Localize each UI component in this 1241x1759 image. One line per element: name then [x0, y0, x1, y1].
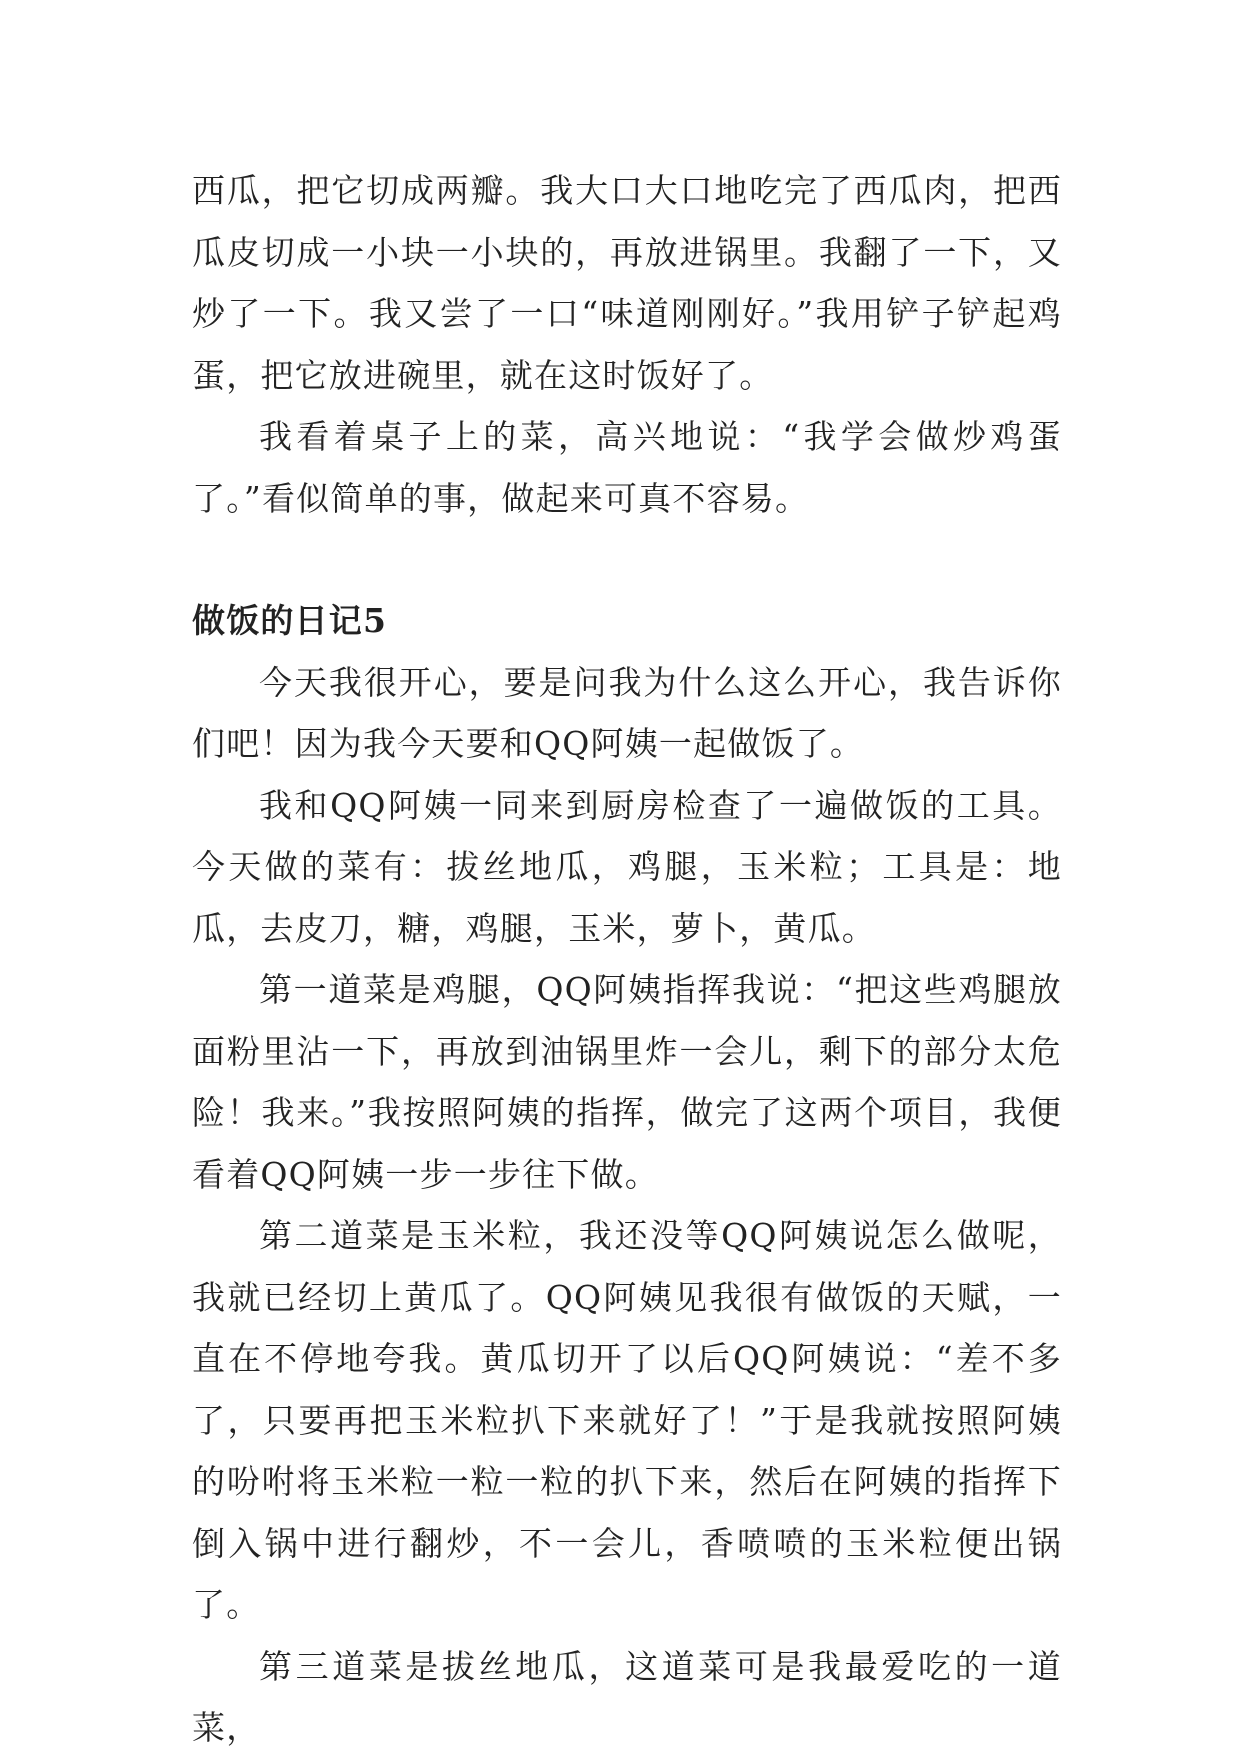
paragraph-continuation: 西瓜，把它切成两瓣。我大口大口地吃完了西瓜肉，把西瓜皮切成一小块一小块的，再放进锅里。我翻了一下，又炒了一下。我又尝了一口“味道刚刚好。”我用铲子铲起鸡蛋，把它放进碗里，就在这时饭好了。	[192, 171, 1062, 395]
paragraph-conclusion: 我看着桌子上的菜，高兴地说：“我学会做炒鸡蛋了。”看似简单的事，做起来可真不容易。	[192, 417, 1062, 518]
section-gap	[192, 529, 1062, 590]
paragraph: 第二道菜是玉米粒，我还没等QQ阿姨说怎么做呢，我就已经切上黄瓜了。QQ阿姨见我很有做饭的天赋，一直在不停地夸我。黄瓜切开了以后QQ阿姨说：“差不多了，只要再把玉米粒扒下来就好了！”于是我就按照阿姨的吩咐将玉米粒一粒一粒的扒下来，然后在阿姨的指挥下倒入锅中进行翻炒，不一会儿，香喷喷的玉米粒便出锅了。	[192, 1216, 1062, 1624]
section-title: 做饭的日记5	[192, 601, 388, 640]
document-body	[192, 160, 1062, 1759]
paragraph: 第三道菜是拔丝地瓜，这道菜可是我最爱吃的一道菜，	[192, 1646, 1062, 1747]
paragraph: 今天我很开心，要是问我为什么这么开心，我告诉你们吧！因为我今天要和QQ阿姨一起做饭了。	[192, 662, 1062, 763]
paragraph: 我和QQ阿姨一同来到厨房检查了一遍做饭的工具。今天做的菜有：拔丝地瓜，鸡腿，玉米粒；工具是：地瓜，去皮刀，糖，鸡腿，玉米，萝卜，黄瓜。	[192, 785, 1062, 948]
paragraph: 第一道菜是鸡腿，QQ阿姨指挥我说：“把这些鸡腿放面粉里沾一下，再放到油锅里炸一会儿，剩下的部分太危险！我来。”我按照阿姨的指挥，做完了这两个项目，我便看着QQ阿姨一步一步往下做。	[192, 970, 1062, 1194]
